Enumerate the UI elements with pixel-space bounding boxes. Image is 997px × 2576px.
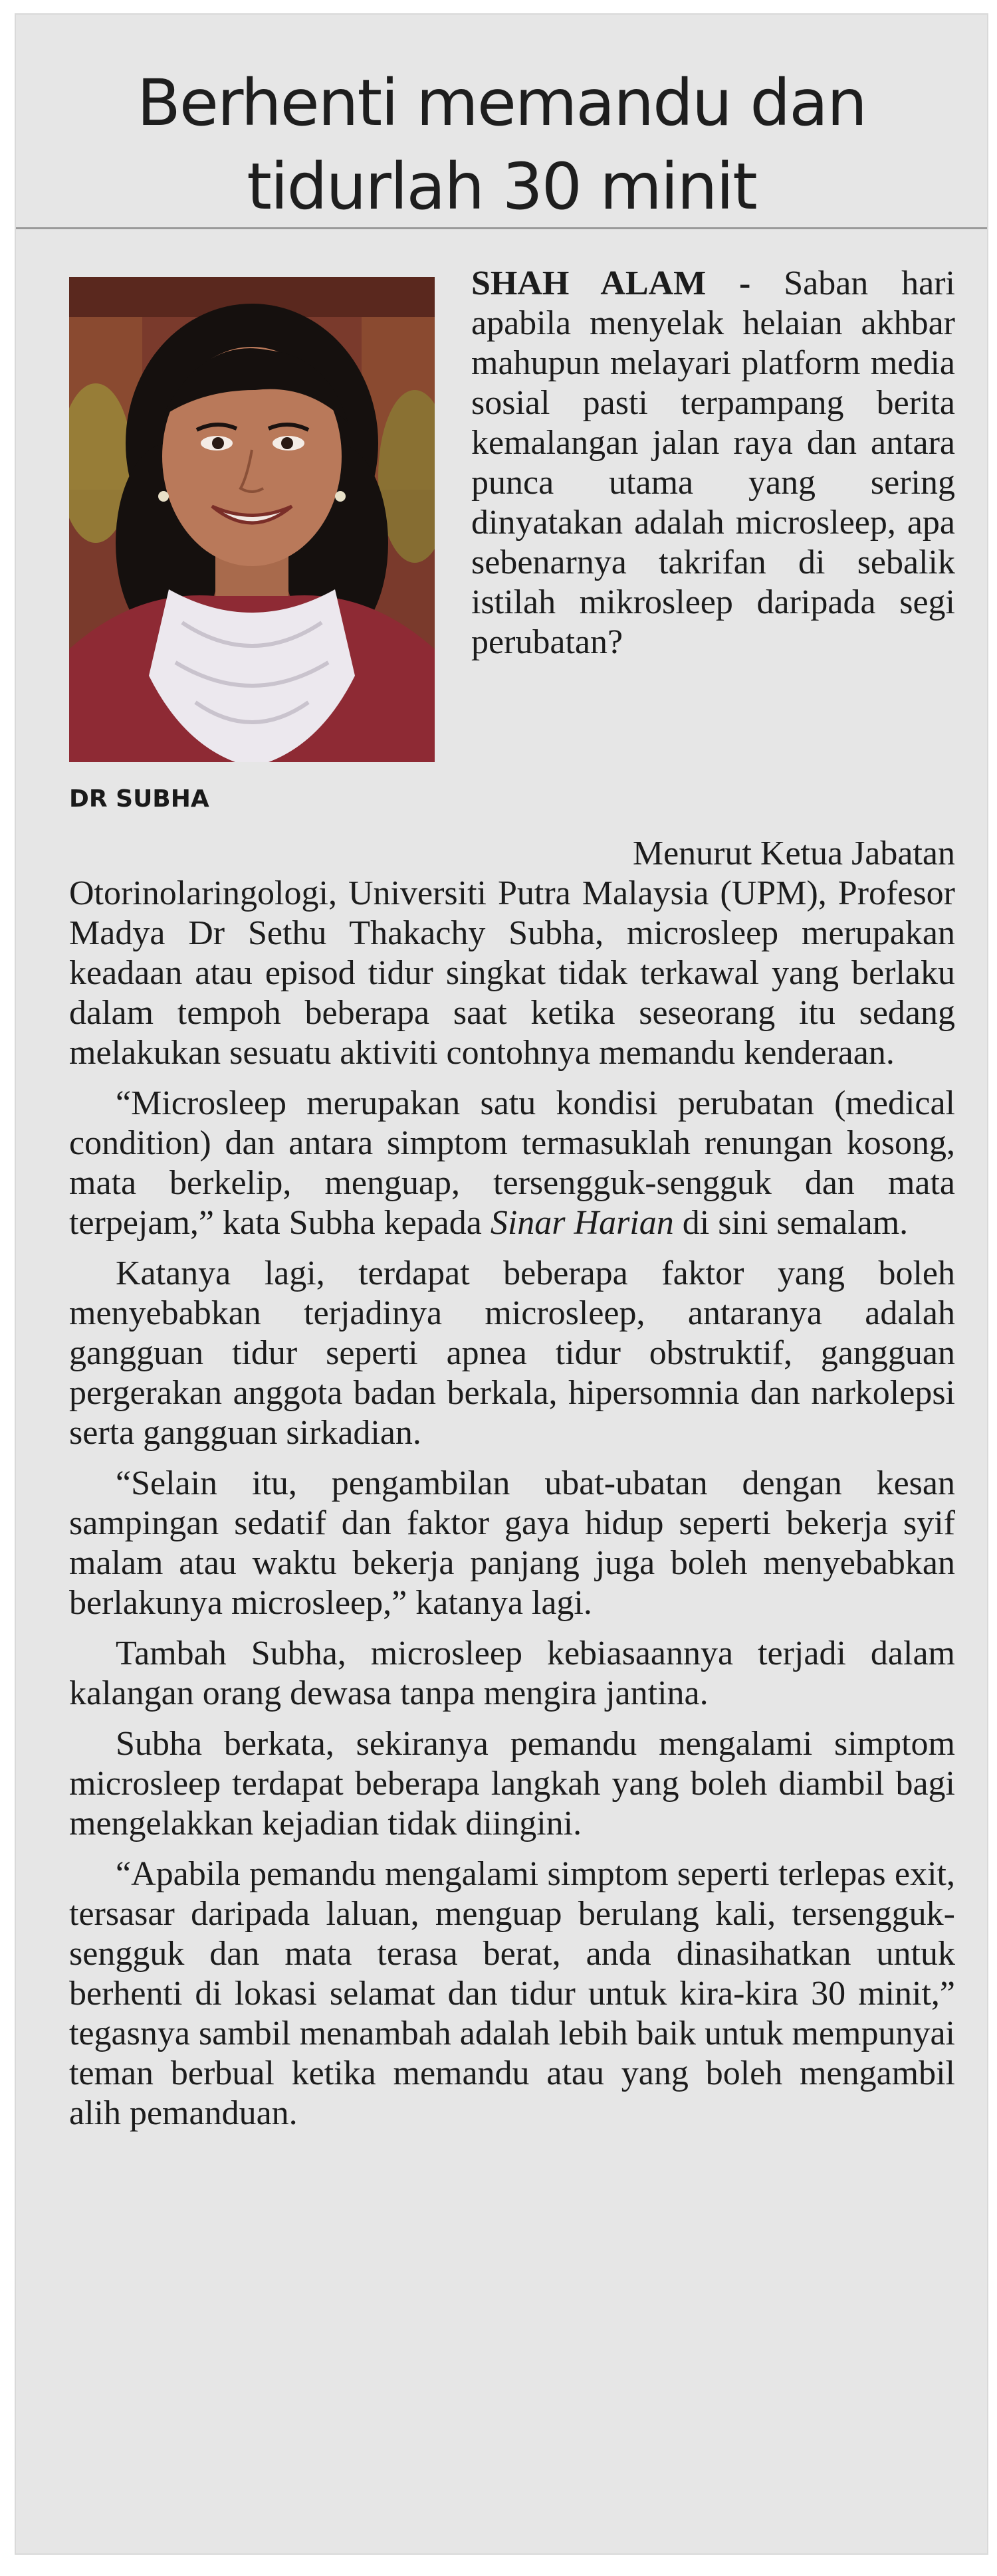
paragraph-4: “Selain itu, pengambilan ubat-ubatan dengan kesan sampingan sedatif dan faktor gaya hidup seperti bekerja syif malam atau waktu bekerja panjang juga boleh menyebabkan berlakunya microsleep,” katanya lagi. [69, 1464, 955, 1622]
paragraph-2-text-b: di sini semalam. [682, 1204, 909, 1242]
portrait-photo [69, 277, 435, 762]
paragraph-3: Katanya lagi, terdapat beberapa faktor yang boleh menyebabkan terjadinya microsleep, antaranya adalah gangguan tidur seperti apnea tidur obstruktif, gangguan pergerakan anggota badan berkala, hipersomnia dan narkolepsi serta gangguan sirkadian. [69, 1254, 955, 1452]
headline: Berhenti memandu dan tidurlah 30 minit [137, 66, 866, 224]
paragraph-6: Subha berkata, sekiranya pemandu mengalami simptom microsleep terdapat beberapa langkah yang boleh diambil bagi mengelakkan kejadian tidak diingini. [69, 1725, 955, 1842]
paragraph-1-first-line: Menurut Ketua Jabatan [632, 835, 955, 872]
dateline: SHAH ALAM - [471, 264, 751, 302]
paragraph-1 [69, 834, 955, 1073]
paragraph-1-text: Otorinolaringologi, Universiti Putra Malaysia (UPM), Profesor Madya Dr Sethu Thakachy Subha, microsleep merupakan keadaan atau episod tidur singkat tidak terkawal yang berlaku dalam tempoh beberapa saat ketika seseorang itu sedang melakukan sesuatu aktiviti contohnya memandu kenderaan. [69, 874, 955, 1072]
paragraph-7: “Apabila pemandu mengalami simptom seperti terlepas exit, tersasar daripada laluan, menguap berulang kali, tersengguk-sengguk dan mata terasa berat, anda dinasihatkan untuk berhenti di lokasi selamat dan tidur untuk kira-kira 30 minit,” tegasnya sambil menambah adalah lebih baik untuk mempunyai teman berbual ketika memandu atau yang boleh mengambil alih pemanduan. [69, 1855, 955, 2132]
article-panel [15, 13, 988, 2555]
paragraph-5: Tambah Subha, microsleep kebiasaannya terjadi dalam kalangan orang dewasa tanpa mengira jantina. [69, 1635, 955, 1712]
lead-paragraph [471, 264, 955, 662]
headline-box [16, 15, 987, 229]
paragraph-2-text-a: “Microsleep merupakan satu kondisi perubatan (medical condition) dan antara simptom termasuklah renungan kosong, mata berkelip, menguap, tersengguk-sengguk dan mata terpejam,” kata Subha kepada [69, 1084, 955, 1242]
lead-text: Saban hari apabila menyelak helaian akhbar mahupun melayari platform media sosial pasti terpampang berita kemalangan jalan raya dan antara punca utama yang sering dinyatakan adalah microsleep, apa sebenarnya takrifan di sebalik istilah mikrosleep daripada segi perubatan? [471, 264, 955, 661]
article-body [69, 834, 955, 2144]
paragraph-2 [69, 1084, 955, 1243]
portrait-illustration [69, 277, 435, 762]
photo-caption: DR SUBHA [69, 785, 209, 813]
publication-name: Sinar Harian [490, 1204, 674, 1242]
